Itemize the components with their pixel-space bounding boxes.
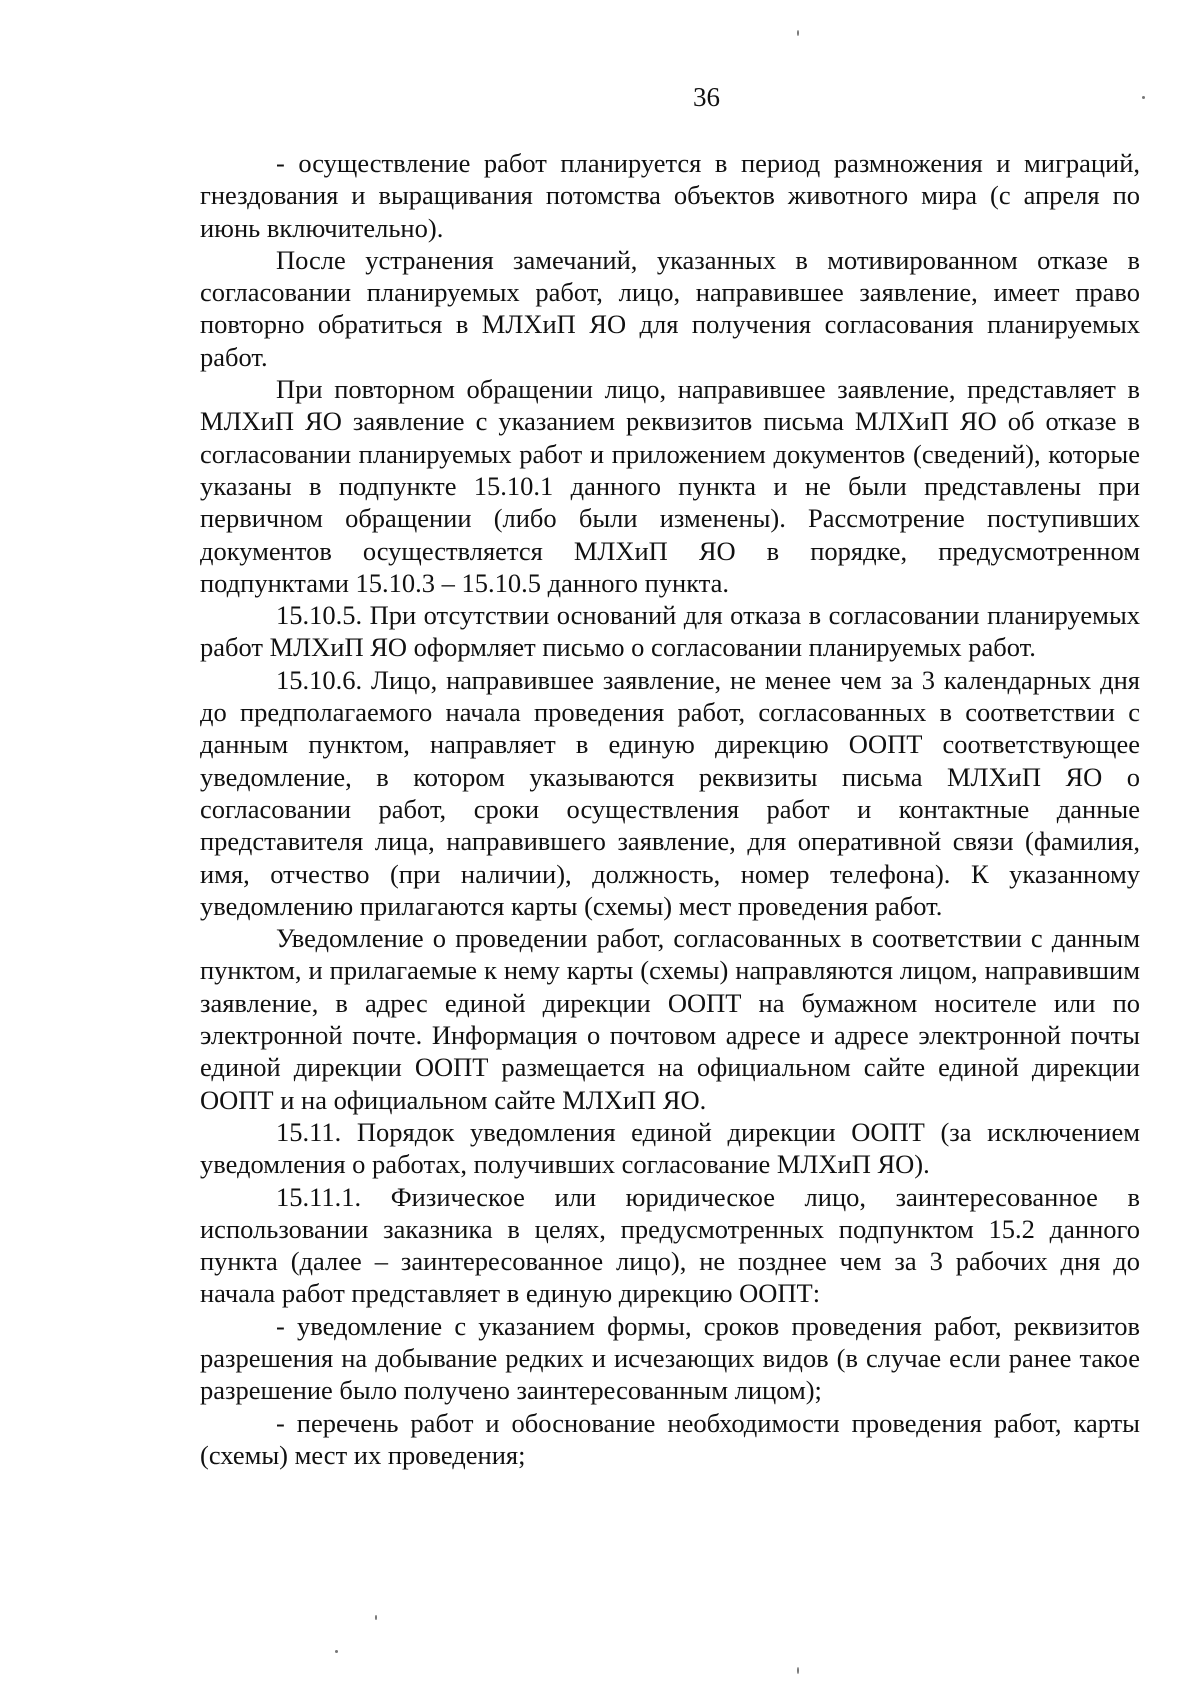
paragraph: Уведомление о проведении работ, согласованных в соответствии с данным пунктом, и прилагаемые к нему карты (схемы) направляются лицом, направившим заявление, в адрес единой дирекции ООПТ на бумажном носителе или по электронной почте. Информация о почтовом адресе и адресе электронной почты единой дирекции ООПТ размещается на официальном сайте единой дирекции ООПТ и на официальном сайте МЛХиП ЯО. xyxy=(200,923,1140,1115)
paragraph: 15.11. Порядок уведомления единой дирекции ООПТ (за исключением уведомления о работах, получивших согласование МЛХиП ЯО). xyxy=(200,1116,1140,1180)
paragraph: - перечень работ и обоснование необходимости проведения работ, карты (схемы) мест их проведения; xyxy=(200,1407,1140,1470)
paragraph: При повторном обращении лицо, направившее заявление, представляет в МЛХиП ЯО заявление с указанием реквизитов письма МЛХиП ЯО об отказе в согласовании планируемых работ и приложением документов (сведений), которые указаны в подпункте 15.10.1 данного пункта и не были представлены при первичном обращении (либо были изменены). Рассмотрение поступивших документов осуществляется МЛХиП ЯО в порядке, предусмотренном подпунктами 15.10.3 – 15.10.5 данного пункта. xyxy=(200,374,1140,598)
paragraph: - осуществление работ планируется в период размножения и миграций, гнездования и выращивания потомства объектов животного мира (с апреля по июнь включительно). xyxy=(200,148,1140,243)
paragraph: После устранения замечаний, указанных в мотивированном отказе в согласовании планируемых работ, лицо, направившее заявление, имеет право повторно обратиться в МЛХиП ЯО для получения согласования планируемых работ. xyxy=(200,244,1140,372)
scan-speck xyxy=(335,1650,338,1653)
paragraph: 15.10.6. Лицо, направившее заявление, не менее чем за 3 календарных дня до предполагаемого начала проведения работ, согласованных в соответствии с данным пунктом, направляет в единую дирекцию ООПТ соответствующее уведомление, в котором указываются реквизиты письма МЛХиП ЯО о согласовании работ, сроки осуществления работ и контактные данные представителя лица, направившего заявление, для оперативной связи (фамилия, имя, отчество (при наличии), должность, номер телефона). К указанному уведомлению прилагаются карты (схемы) мест проведения работ. xyxy=(200,664,1140,921)
paragraph: - уведомление с указанием формы, сроков проведения работ, реквизитов разрешения на добывание редких и исчезающих видов (в случае если ранее такое разрешение было получено заинтересованным лицом); xyxy=(200,1310,1140,1406)
scan-speck xyxy=(797,30,799,36)
paragraph: 15.11.1. Физическое или юридическое лицо, заинтересованное в использовании заказника в целях, предусмотренных подпунктом 15.2 данного пункта (далее – заинтересованное лицо), не позднее чем за 3 рабочих дня до начала работ представляет в единую дирекцию ООПТ: xyxy=(200,1181,1140,1309)
page-number: 36 xyxy=(693,82,720,112)
scan-speck xyxy=(375,1615,377,1620)
scan-speck xyxy=(1142,96,1145,99)
document-body xyxy=(200,147,1140,1471)
scan-speck xyxy=(797,1667,799,1674)
paragraph: 15.10.5. При отсутствии оснований для отказа в согласовании планируемых работ МЛХиП ЯО оформляет письмо о согласовании планируемых работ. xyxy=(200,600,1140,663)
